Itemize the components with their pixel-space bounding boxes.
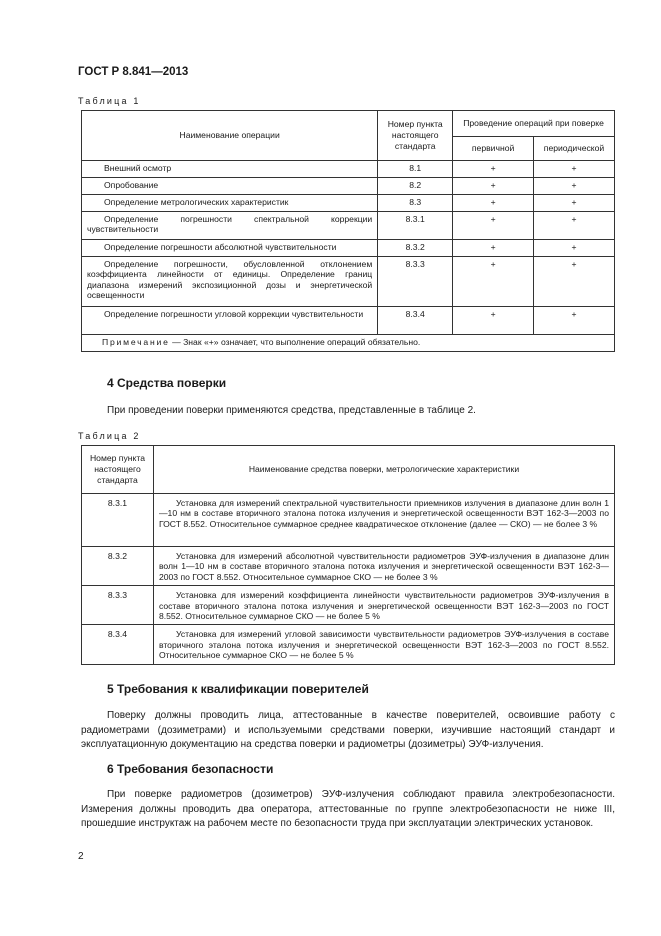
clause-number: 8.3.2 <box>82 547 154 586</box>
periodic-mark: + <box>534 212 615 240</box>
section-6-title: 6 Требования безопасности <box>107 762 274 776</box>
section-5-text: Поверку должны проводить лица, аттестованные в качестве поверителей, освоившие работу с радиометрами (дозиметрами) и используемыми средствами поверки, изучившие настоящий стандарт и эксплуатационную документацию на средства поверки и радиометры (дозиметры) ЭУФ-излучения. <box>81 710 615 750</box>
primary-mark: + <box>453 212 534 240</box>
col-header-verification: Проведение операций при поверке <box>453 111 615 137</box>
operation-name: Определение погрешности угловой коррекции чувствительности <box>104 309 364 319</box>
col-header-primary: первичной <box>453 137 534 161</box>
operation-name: Определение погрешности, обусловленной отклонением коэффициента линейности от единицы. Определение границ диапазона измерений экспозиционной дозы и энергетической освещенности <box>87 259 373 301</box>
page-number: 2 <box>78 851 84 862</box>
clause-number: 8.3.1 <box>82 494 154 547</box>
table-row <box>82 240 615 257</box>
operation-name: Определение погрешности спектральной коррекции чувствительности <box>87 214 373 235</box>
table-row <box>82 307 615 335</box>
note-label: Примечание <box>102 337 170 347</box>
col-header-clause: Номер пункта настоящего стандарта <box>82 446 154 494</box>
clause-number: 8.3 <box>378 195 453 212</box>
primary-mark: + <box>453 195 534 212</box>
table-row <box>82 195 615 212</box>
periodic-mark: + <box>534 240 615 257</box>
col-header-clause: Номер пункта настоящего стандарта <box>378 111 453 161</box>
means-description: Установка для измерений коэффициента линейности чувствительности радиометров ЭУФ-излучения в составе вторичного эталона потока излучения и энергетической освещенности ВЭТ 162-3—2003 по ГОСТ 8.552. Относительное суммарное СКО — не более 5 % <box>158 590 609 622</box>
col-header-description: Наименование средства поверки, метрологические характеристики <box>153 446 614 494</box>
clause-number: 8.3.4 <box>82 625 154 664</box>
verification-means-table <box>81 445 615 665</box>
clause-number: 8.3.2 <box>378 240 453 257</box>
table-row <box>82 494 615 547</box>
col-header-periodic: периодической <box>534 137 615 161</box>
col-header-operation: Наименование операции <box>82 111 378 161</box>
table-row <box>82 212 615 240</box>
periodic-mark: + <box>534 178 615 195</box>
clause-number: 8.3.3 <box>378 257 453 307</box>
operation-name: Определение метрологических характеристик <box>104 197 289 207</box>
table-row <box>82 178 615 195</box>
means-description: Установка для измерений спектральной чувствительности приемников излучения в диапазоне длин волн 1—10 нм в составе вторичного эталона потока излучения и энергетической освещенности ВЭТ 162-3—2003 по ГОСТ 8.552. Относительное суммарное среднее квадратическое отклонение (далее — СКО) — не более 3 % <box>158 498 609 529</box>
table-row <box>82 547 615 586</box>
means-description: Установка для измерений угловой зависимости чувствительности радиометров ЭУФ-излучения в составе вторичного эталона потока излучения и энергетической освещенности ВЭТ 162-3—2003 по ГОСТ 8.552. Относительное суммарное СКО — не более 5 % <box>158 629 609 661</box>
clause-number: 8.1 <box>378 161 453 178</box>
clause-number: 8.3.4 <box>378 307 453 335</box>
document-header: ГОСТ Р 8.841—2013 <box>78 66 189 78</box>
operations-table <box>81 110 615 352</box>
primary-mark: + <box>453 240 534 257</box>
clause-number: 8.3.1 <box>378 212 453 240</box>
periodic-mark: + <box>534 195 615 212</box>
section-4-text: При проведении поверки применяются средства, представленные в таблице 2. <box>107 405 476 416</box>
table-row <box>82 586 615 625</box>
primary-mark: + <box>453 178 534 195</box>
table-row <box>82 257 615 307</box>
table-row <box>82 161 615 178</box>
operation-name: Внешний осмотр <box>104 163 172 173</box>
clause-number: 8.2 <box>378 178 453 195</box>
table-note <box>82 335 615 352</box>
operation-name: Опробование <box>104 180 159 190</box>
primary-mark: + <box>453 161 534 178</box>
primary-mark: + <box>453 307 534 335</box>
section-5-title: 5 Требования к квалификации поверителей <box>107 682 369 696</box>
operation-name: Определение погрешности абсолютной чувствительности <box>104 242 337 252</box>
means-description: Установка для измерений абсолютной чувствительности радиометров ЭУФ-излучения в диапазоне длин волн 1—10 нм в составе вторичного эталона потока излучения и энергетической освещенности ВЭТ 162-3—2003 по ГОСТ 8.552. Относительное суммарное СКО — не более 3 % <box>158 551 609 582</box>
section-4-title: 4 Средства поверки <box>107 376 227 390</box>
periodic-mark: + <box>534 307 615 335</box>
table1-caption: Таблица 1 <box>78 96 141 106</box>
clause-number: 8.3.3 <box>82 586 154 625</box>
periodic-mark: + <box>534 161 615 178</box>
periodic-mark: + <box>534 257 615 307</box>
table-row <box>82 625 615 664</box>
note-text: — Знак «+» означает, что выполнение операций обязательно. <box>169 337 421 347</box>
table2-caption: Таблица 2 <box>78 431 141 441</box>
primary-mark: + <box>453 257 534 307</box>
section-6-text: При поверке радиометров (дозиметров) ЭУФ-излучения соблюдают правила электробезопасности. Измерения должны проводить два оператора, аттестованные по группе электробезопасности не ниже III, прошедшие инструктаж на рабочем месте по безопасности труда при эксплуатации электрических установок. <box>81 789 615 829</box>
